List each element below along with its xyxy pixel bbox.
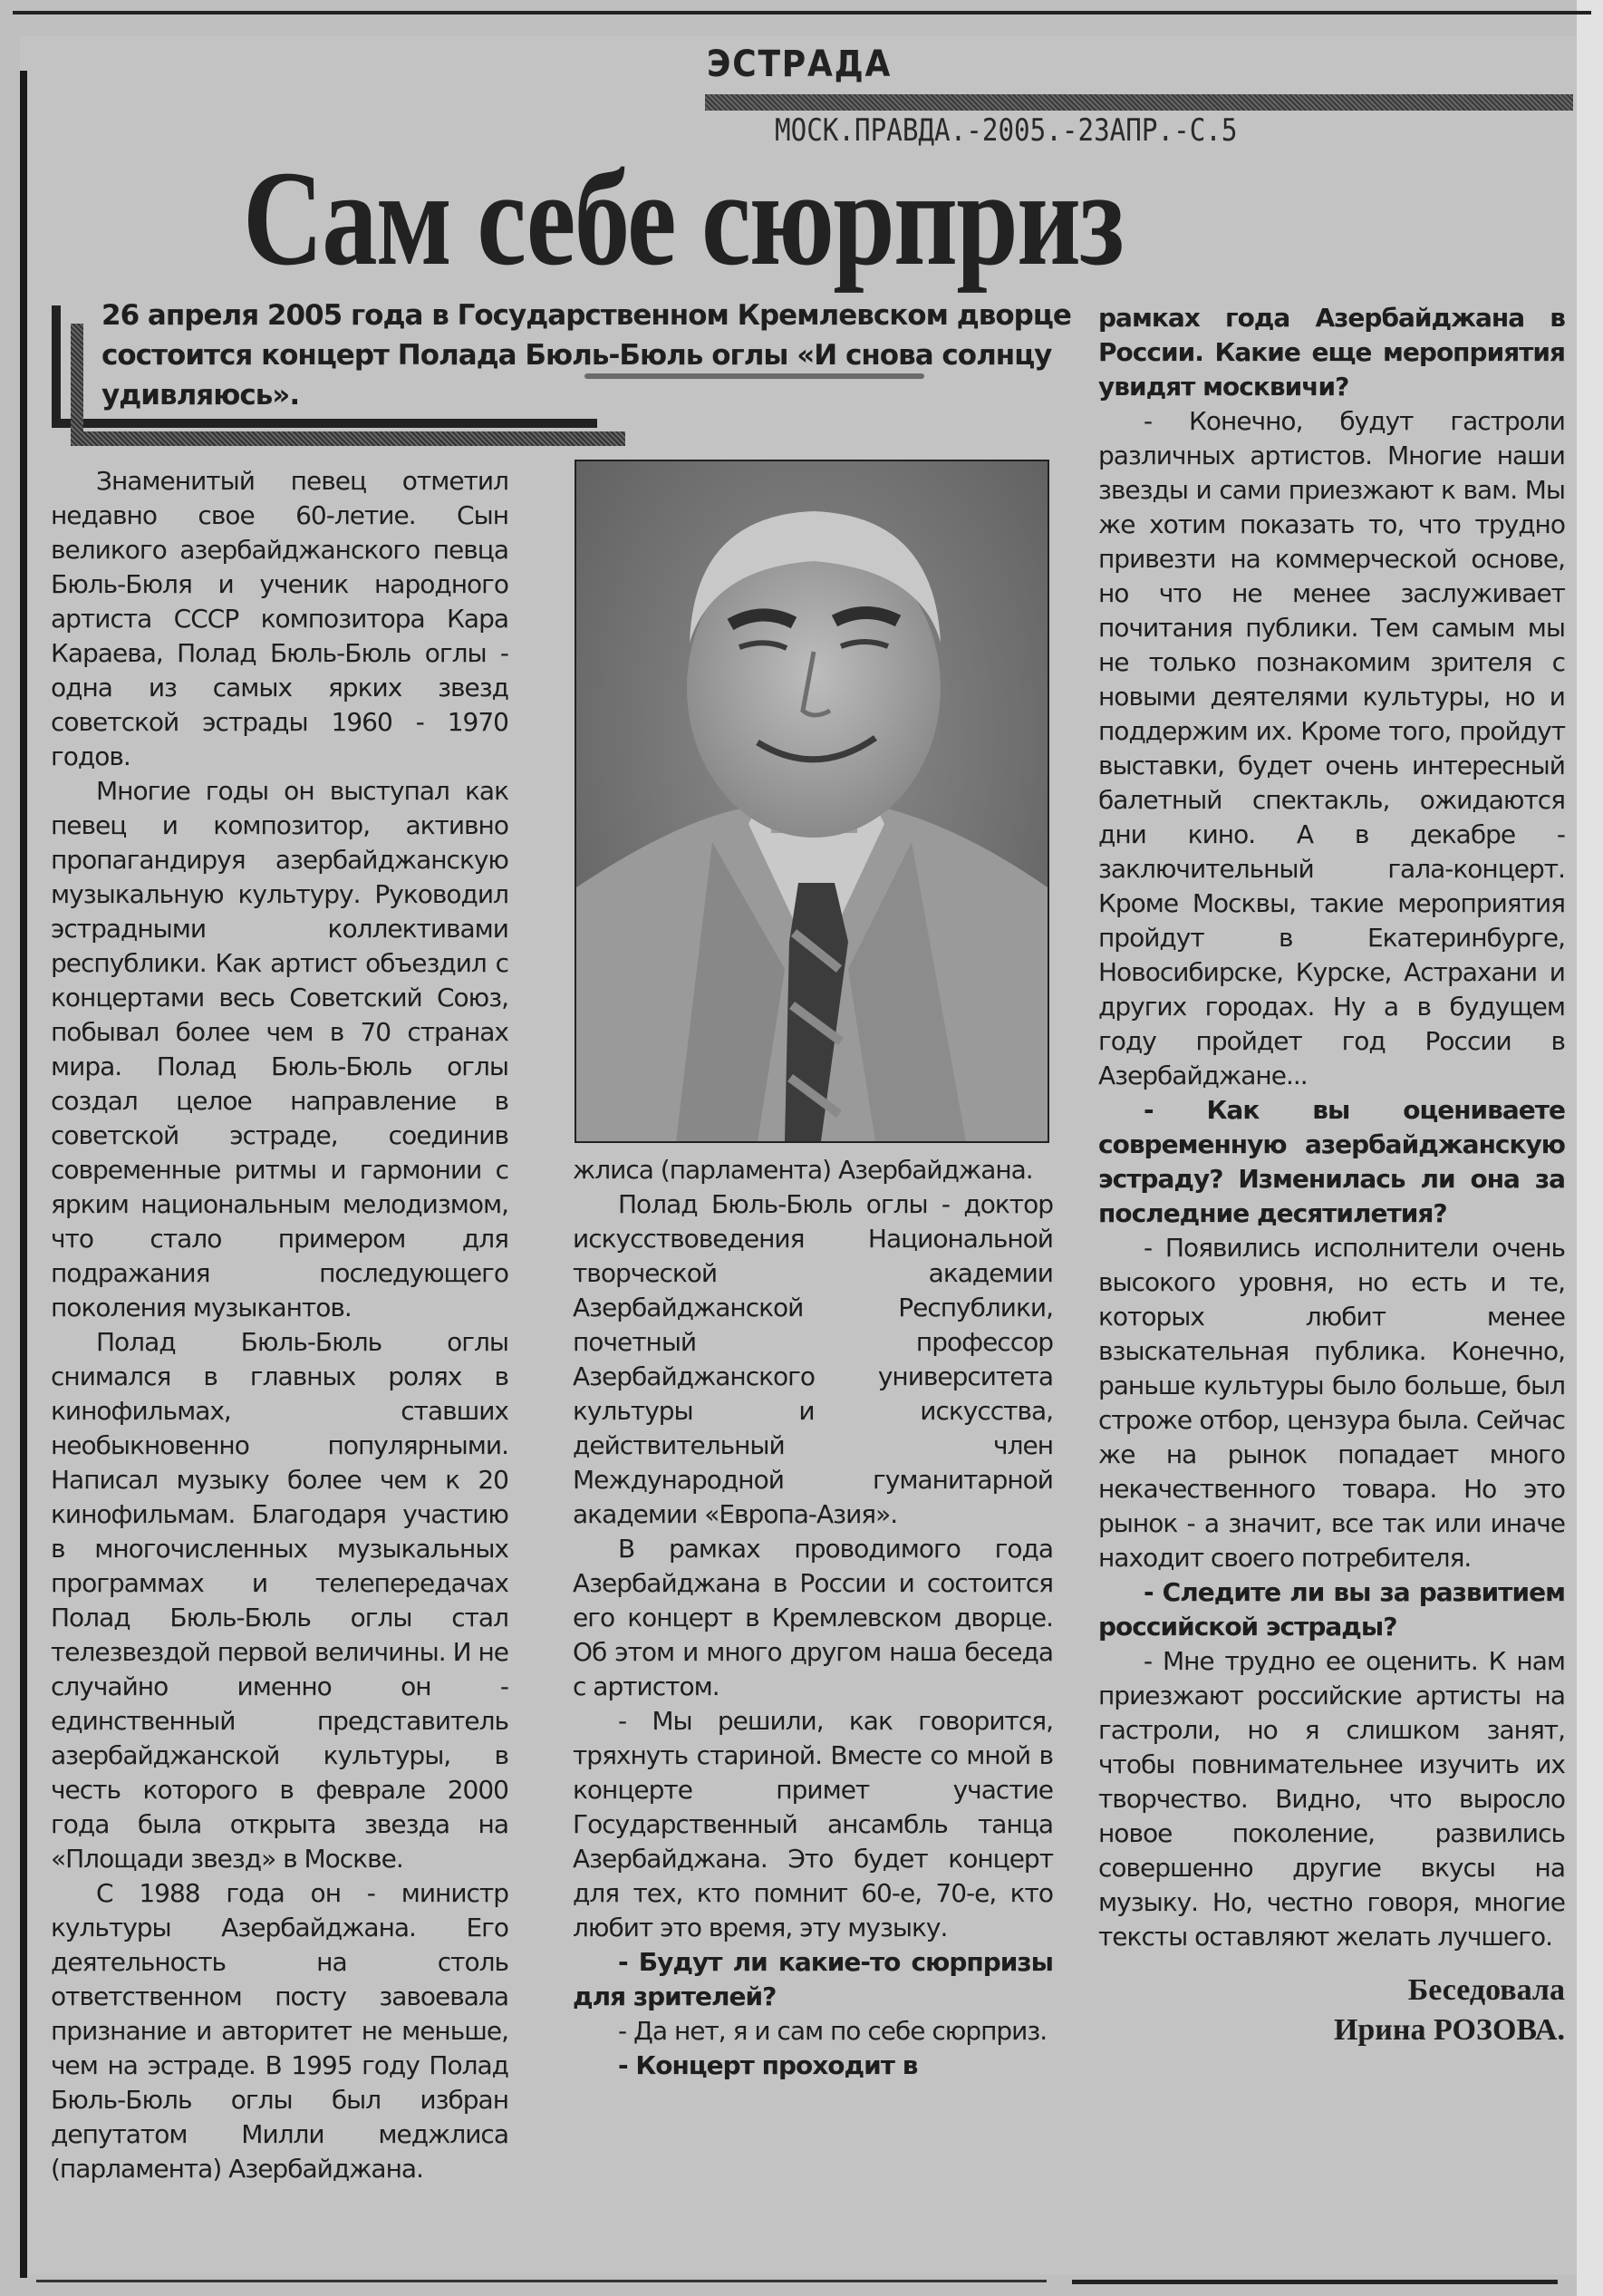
article-column-2 <box>573 1153 1053 2083</box>
paragraph: В рамках проводимого года Азербайджана в России и состоится его концерт в Кремлевском дворце. Об этом и много другом наша беседа с артистом. <box>573 1534 1053 1701</box>
handwritten-source-note: МОСК.ПРАВДА.-2005.-23АПР.-С.5 <box>775 112 1238 149</box>
portrait-photo <box>575 460 1049 1143</box>
paragraph: Полад Бюль-Бюль оглы - доктор искусствоведения Национальной творческой академии Азербайджанской Республики, почетный профессор Азербайджанского университета культуры и искусства, действительный член Международной гуманитарной академии «Европа-Азия». <box>573 1189 1053 1529</box>
portrait-illustration <box>576 461 1048 1141</box>
question-text: - Будут ли какие-то сюрпризы для зрителей? <box>573 1947 1053 2011</box>
byline <box>1098 1971 1565 2050</box>
paragraph: Знаменитый певец отметил недавно свое 60-летие. Сын великого азербайджанского певца Бюль-Бюля и ученик народного артиста СССР композитора Кара Караева, Полад Бюль-Бюль оглы - одна из самых ярких звезд советской эстрады 1960 - 1970 годов. <box>51 466 508 771</box>
article-column-1 <box>51 464 508 2186</box>
question-text: - Следите ли вы за развитием российской эстрады? <box>1098 1577 1565 1642</box>
lead-frame <box>52 419 597 428</box>
scan-margin <box>1577 0 1603 2296</box>
interview-answer: - Появились исполнители очень высокого уровня, но есть и те, которых любит менее взыскательная публика. Конечно, раньше культуры было больше, был строже отбор, цензура была. Сейчас же на рынок попадает много некачественного товара. Но это рынок - а значит, все так или иначе находит своего потребителя. <box>1098 1233 1565 1573</box>
lead-paragraph: 26 апреля 2005 года в Государственном Кремлевском дворце состоится концерт Полада Бюль-Бюль оглы «И снова солнцу удивляюсь». <box>101 299 1071 412</box>
paragraph: - Мы решили, как говорится, тряхнуть стариной. Вместе со мной в концерте примет участие Государственный ансамбль танца Азербайджана. Это будет концерт для тех, кто помнит 60-е, 70-е, кто любит это время, эту музыку. <box>573 1706 1053 1942</box>
paragraph: Полад Бюль-Бюль оглы снимался в главных ролях в кинофильмах, ставших необыкновенно популярными. Написал музыку более чем к 20 кинофильмам. Благодаря участию в многочисленных музыкальных программах и телепередачах Полад Бюль-Бюль оглы стал телезвездой первой величины. И не случайно именно он - единственный представитель азербайджанской культуры, в честь которого в феврале 2000 года была открыта звезда на «Площади звезд» в Москве. <box>51 1327 508 1874</box>
rubric-bar <box>705 94 1573 111</box>
interview-answer: - Конечно, будут гастроли различных артистов. Многие наши звезды и сами приезжают к вам. Мы же хотим показать то, что трудно привезти на коммерческой основе, но что не менее заслуживает почитания публики. Тем самым мы не только познакомим зрителя с новыми деятелями культуры, но и поддержим их. Кроме того, пройдут выставки, будет очень интересный балетный спектакль, ожидаются дни кино. А в декабре - заключительный гала-концерт. Кроме Москвы, такие мероприятия пройдут в Екатеринбурге, Новосибирске, Курске, Астрахани и других городах. Ну а в будущем году пройдет год России в Азербайджане... <box>1098 406 1565 1090</box>
question-text: - Концерт проходит в <box>618 2050 918 2080</box>
paragraph: С 1988 года он - министр культуры Азербайджана. Его деятельность на столь ответственном посту завоевала признание и авторитет не меньше, чем на эстраде. В 1995 году Полад Бюль-Бюль оглы был избран депутатом Милли меджлиса (парламента) Азербайджана. <box>51 1878 508 2184</box>
question-text: рамках года Азербайджана в России. Какие еще мероприятия увидят москвичи? <box>1098 303 1565 402</box>
interview-question <box>573 1945 1053 2014</box>
interview-question <box>573 2049 1053 2083</box>
lead-frame <box>52 305 61 428</box>
article-column-3 <box>1098 301 1565 2050</box>
section-rubric: ЭСТРАДА <box>707 44 893 85</box>
interview-question <box>1098 301 1565 404</box>
pen-underline <box>584 373 924 379</box>
lead-frame-shadow <box>71 324 83 446</box>
bottom-rule <box>36 2280 1047 2282</box>
interview-question <box>1098 1575 1565 1644</box>
paragraph-continuation: жлиса (парламента) Азербайджана. <box>573 1155 1033 1185</box>
interview-answer: - Мне трудно ее оценить. К нам приезжают российские артисты на гастроли, но я слишком занят, чтобы повнимательнее изучить их творчество. Видно, что выросло новое поколение, развились совершенно другие вкусы на музыку. Но, честно говоря, многие тексты оставляют желать лучшего. <box>1098 1646 1565 1952</box>
top-rule <box>13 11 1591 15</box>
interview-question <box>1098 1093 1565 1231</box>
left-rule <box>20 71 27 2278</box>
byline-author: Ирина РОЗОВА. <box>1333 2013 1565 2047</box>
paragraph: Многие годы он выступал как певец и композитор, активно пропагандируя азербайджанскую музыкальную культуру. Руководил эстрадными коллективами республики. Как артист объездил с концертами весь Советский Союз, побывал более чем в 70 странах мира. Полад Бюль-Бюль оглы создал целое направление в советской эстраде, соединив современные ритмы и гармонии с ярким национальным мелодизмом, что стало примером для подражания последующего поколения музыкантов. <box>51 776 508 1322</box>
headline: Сам себе сюрприз <box>243 143 1124 294</box>
question-text: - Как вы оцениваете современную азербайджанскую эстраду? Изменилась ли она за последние десятилетия? <box>1098 1095 1565 1228</box>
lead-frame-shadow <box>71 431 625 446</box>
byline-label: Беседовала <box>1407 1973 1565 2007</box>
bottom-rule <box>1072 2280 1558 2284</box>
interview-answer: - Да нет, я и сам по себе сюрприз. <box>618 2016 1048 2046</box>
